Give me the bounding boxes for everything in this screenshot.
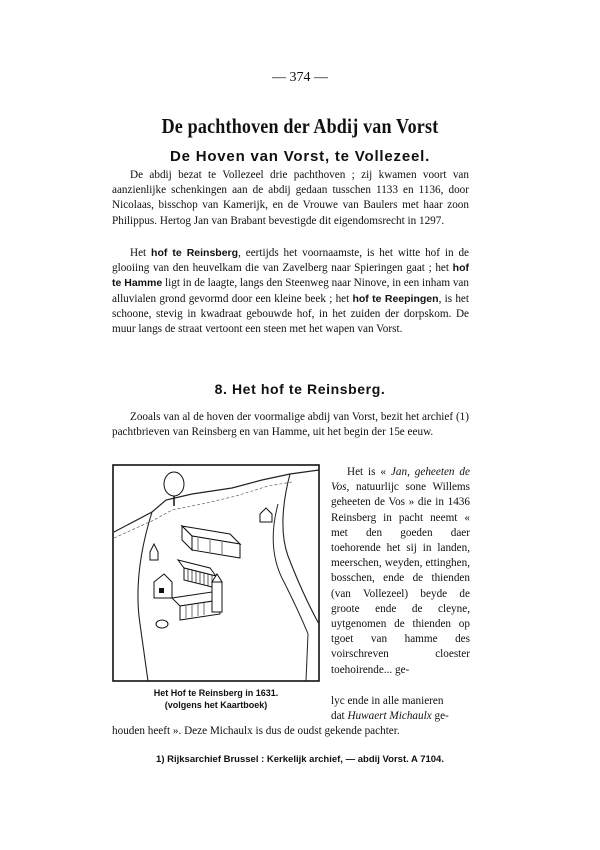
caption-line-2: (volgens het Kaartboek)	[164, 700, 268, 710]
side-column-text: Het is « Jan, geheeten de Vos, natuurlijc sone Willems geheeten de Vos » die in 1436 Reinsberg in pacht neemt « met den goeden daer toehorende het sij in landen, meerschen, weyden, ettinghen, bosschen, ende de thienden (van Vollezeel) beyde de groote ende de cleyne, uytgenomen de thienden op tgoet van hamme des voirschreven cloester toehoirende... ge-	[331, 466, 470, 676]
italic-jan-de-vos: Jan, geheeten de Vos	[331, 466, 470, 494]
paragraph-2: Het hof te Reinsberg, eertijds het voornaamste, is het witte hof in de glooiing van den heuvelkam die van Zavelberg naar Spieringen gaat ; het hof te Hamme ligt in de laagte, langs den Steenweg naar Ninove, in een inham van alluvialen grond gevormd door een kleine beek ; het hof te Reepingen, is het schoone, stevig in kwadraat gebouwde hof, in het zuiden der dorpskom. De muur langs de straat vertoont een steen met het wapen van Vorst.	[112, 247, 470, 336]
bold-hof-hamme: hof te Hamme	[112, 262, 469, 290]
page-title: De pachthoven der Abdij van Vorst	[161, 114, 439, 138]
paragraph-3: Zooals van al de hoven der voormalige abdij van Vorst, bezit het archief (1) pachtbrieven van Reinsberg en van Hamme, uit het begin der 15e eeuw.	[112, 411, 469, 439]
bold-hof-reepingen: hof te Reepingen	[352, 292, 439, 305]
paragraph-1: De abdij bezat te Vollezeel drie pachthoven ; zij kwamen voort van aanzienlijke schenkingen aan de abdij gedaan tusschen 1133 en 1136, door Nicolaas, bisschop van Kamerijk, en de Vrouwe van Baulers met haar zoon Philippus. Hertog Jan van Brabant bevestigde dit eigendomsrecht in 1297.	[112, 169, 469, 227]
continuation-text	[112, 694, 469, 740]
footnote: 1) Rijksarchief Brussel : Kerkelijk archief, — abdij Vorst. A 7104.	[156, 754, 444, 765]
page-number: — 374 —	[272, 70, 328, 85]
continuation-line-1: lyc ende in alle manieren	[331, 695, 444, 707]
continuation-line-3: houden heeft ». Deze Michaulx is dus de oudst gekende pachter.	[112, 725, 400, 738]
italic-huwaert-michaulx: Huwaert Michaulx	[347, 710, 432, 723]
continuation-line-2: dat Huwaert Michaulx ge-	[331, 710, 449, 723]
bold-hof-reinsberg: hof te Reinsberg	[151, 247, 239, 259]
caption-line-1: Het Hof te Reinsberg in 1631.	[153, 688, 279, 698]
page-subtitle: De Hoven van Vorst, te Vollezeel.	[169, 148, 431, 165]
farm-map-illustration	[112, 464, 320, 682]
section-heading: 8. Het hof te Reinsberg.	[214, 381, 386, 397]
